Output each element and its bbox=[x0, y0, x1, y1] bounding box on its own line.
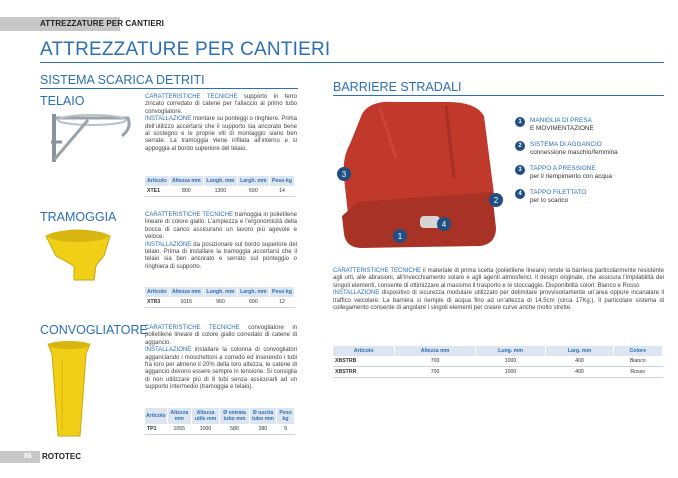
table-row: XTE1 800 1300 690 14 bbox=[145, 186, 295, 197]
convogliatore-title: CONVOGLIATORE bbox=[40, 323, 148, 337]
section-title: SISTEMA SCARICA DETRITI bbox=[40, 73, 205, 87]
section-divider bbox=[40, 88, 298, 89]
table-header: Altezza utile mm bbox=[191, 408, 219, 424]
table-row: XBSTRR 700 1000 400 Rosso bbox=[333, 367, 663, 378]
table-header: Peso kg bbox=[269, 176, 294, 186]
footer-brand: ROTOTEC bbox=[42, 452, 81, 461]
table-header: Articolo bbox=[145, 408, 167, 424]
table-header: Larg. mm bbox=[546, 346, 613, 356]
table-header: Altezza mm bbox=[169, 287, 203, 297]
table-header: Ø entrata tubo mm bbox=[220, 408, 250, 424]
svg-text:2: 2 bbox=[493, 196, 499, 205]
svg-text:1: 1 bbox=[397, 232, 403, 241]
telaio-title: TELAIO bbox=[40, 94, 85, 108]
barriere-divider bbox=[333, 95, 664, 96]
tramoggia-spec-table bbox=[145, 287, 295, 308]
table-header: Colore bbox=[613, 346, 663, 356]
convogliatore-spec-table bbox=[145, 408, 295, 435]
table-header: Peso kg bbox=[277, 408, 295, 424]
table-header: Lung. mm bbox=[475, 346, 546, 356]
footer-bar bbox=[0, 451, 40, 463]
table-header: Altezza mm bbox=[167, 408, 191, 424]
convogliatore-description: CARATTERISTICHE TECNICHE convogliatore in polietilene lineare di colore giallo corredato di catene di aggancio. INSTALLAZIONE installare la colonna di convogliatori agganciando i moschettoni a corredo ed inserendo i tubi fra loro per almeno il 20% della loro altezza, le catene di aggancio devono essere sempre in tensione. Si consiglia di non utilizzare più di 8 tubi senza assicurarli ad un supporto intermedio (tramoggia e telaio). bbox=[145, 325, 297, 391]
title-divider bbox=[40, 62, 664, 63]
table-header: Lungh. mm bbox=[204, 176, 238, 186]
page-number: 86 bbox=[24, 453, 32, 460]
barriere-description: CARATTERISTICHE TECNICHE il materiale di prima scelta (polietilene lineare) rende la barriera particolarmente resistente agli urti, alle abrasioni, all’invecchiamento solare e agli agenti atmosferici. Il design originale, che assicura l’impilabilità dei singoli elementi, consente di ottimizzare al massimo il trasporto e lo stoccaggio. Disponibilità colori: Bianco e Rosso INSTALLAZIONE dispositivo di sicurezza modulare utilizzato per delimitare provvisoriamente un’area oppure incanalare il traffico veicolare. La barriera si riempie di acqua fino ad un’altezza di 14,5cm (circa 17Kg.). Il particolare sistema di collegamento consente di angolare i singoli elementi per creare curve anche molto strette. bbox=[333, 268, 664, 312]
telaio-image bbox=[48, 112, 132, 166]
table-header: Largh. mm bbox=[237, 176, 269, 186]
svg-text:4: 4 bbox=[441, 220, 447, 229]
table-header: Ø uscita tubo mm bbox=[249, 408, 276, 424]
table-header: Altezza mm bbox=[395, 346, 475, 356]
telaio-spec-table bbox=[145, 176, 295, 197]
barriere-title: BARRIERE STRADALI bbox=[333, 80, 462, 94]
table-header: Articolo bbox=[145, 176, 169, 186]
tramoggia-description: CARATTERISTICHE TECNICHE tramoggia in polietilene lineare di colore giallo. L’ampiezza e l’ergonomicità della bocca di carico assicurano un lavoro più agevole e veloce. INSTALLAZIONE da posizionare sul bordo superiore del telaio. Prima di installare la tramoggia accertarsi che il telaio sia ben ancorato e serrato sul ponteggio o ringhiera di supporto. bbox=[145, 212, 297, 270]
table-header: Largh. mm bbox=[237, 287, 269, 297]
table-header: Articolo bbox=[145, 287, 169, 297]
tramoggia-image bbox=[44, 226, 112, 282]
table-header: Altezza mm bbox=[169, 176, 203, 186]
convogliatore-image bbox=[44, 340, 94, 440]
table-header: Peso kg bbox=[269, 287, 294, 297]
table-row: XBSTRB 700 1000 400 Bianco bbox=[333, 356, 663, 367]
table-row: XTR3 1015 960 690 12 bbox=[145, 297, 295, 308]
table-header: Lungh. mm bbox=[204, 287, 238, 297]
tramoggia-title: TRAMOGGIA bbox=[40, 210, 117, 224]
table-header: Articolo bbox=[333, 346, 395, 356]
barriere-spec-table bbox=[333, 346, 663, 378]
telaio-description: CARATTERISTICHE TECNICHE supporto in ferro zincato corredato di catene per l’allaccio al primo tubo convogliatore. INSTALLAZIONE montare su ponteggi o ringhiere. Prima dell’utilizzo accertarsi che il supporto sia ancorato bene al sostegno e le proprie viti di montaggio siano ben serrate. La tramoggia viene infilata all’interno e si appoggia al bordo superiore del telaio. bbox=[145, 94, 297, 152]
table-row: TP1 1055 1000 580 390 9 bbox=[145, 424, 295, 435]
page-title: ATTREZZATURE PER CANTIERI bbox=[40, 39, 331, 60]
barrier-image bbox=[336, 98, 506, 250]
svg-text:3: 3 bbox=[341, 170, 347, 179]
header-tag: ATTREZZATURE PER CANTIERI bbox=[40, 19, 164, 28]
